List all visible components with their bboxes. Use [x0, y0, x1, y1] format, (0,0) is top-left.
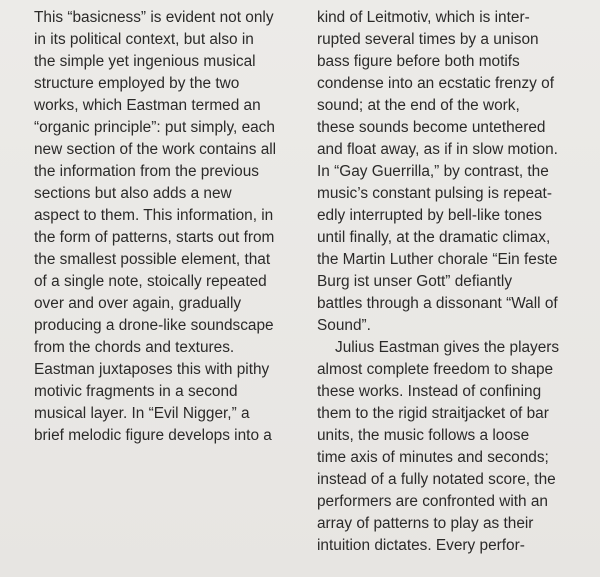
- text-line: “organic principle”: put simply, each: [34, 119, 275, 136]
- text-line: performers are confronted with an: [317, 493, 548, 510]
- text-line: time axis of minutes and seconds;: [317, 449, 549, 466]
- text-line: in its political context, but also in: [34, 31, 254, 48]
- text-line: units, the music follows a loose: [317, 427, 530, 444]
- text-line: and float away, as if in slow motion.: [317, 141, 558, 158]
- text-line: sound; at the end of the work,: [317, 97, 520, 114]
- left-text-column: [34, 7, 302, 447]
- text-line: rupted several times by a unison: [317, 31, 539, 48]
- paragraph-first-line: Julius Eastman gives the players: [335, 339, 560, 356]
- text-line: over and over again, gradually: [34, 295, 242, 312]
- text-line: these sounds become untethered: [317, 119, 546, 136]
- text-line: aspect to them. This information, in: [34, 207, 274, 224]
- text-line: motivic fragments in a second: [34, 383, 238, 400]
- text-line: bass figure before both motifs: [317, 53, 520, 70]
- text-line: sections but also adds a new: [34, 185, 232, 202]
- text-line: the smallest possible element, that: [34, 251, 271, 268]
- text-line: works, which Eastman termed an: [34, 97, 261, 114]
- text-line: instead of a fully notated score, the: [317, 471, 556, 488]
- text-line: the simple yet ingenious musical: [34, 53, 256, 70]
- text-line: edly interrupted by bell-like tones: [317, 207, 542, 224]
- text-line: brief melodic figure develops into a: [34, 427, 272, 444]
- text-line: In “Gay Guerrilla,” by contrast, the: [317, 163, 549, 180]
- right-text-column: [317, 7, 589, 557]
- text-line: producing a drone-like soundscape: [34, 317, 274, 334]
- text-line: battles through a dissonant “Wall of: [317, 295, 558, 312]
- text-line: condense into an ecstatic frenzy of: [317, 75, 554, 92]
- text-line: array of patterns to play as their: [317, 515, 534, 532]
- text-line: intuition dictates. Every perfor-: [317, 537, 525, 554]
- text-line: from the chords and textures.: [34, 339, 235, 356]
- text-line: of a single note, stoically repeated: [34, 273, 267, 290]
- text-line: Eastman juxtaposes this with pithy: [34, 361, 270, 378]
- text-line: Sound”.: [317, 317, 371, 334]
- text-line: music’s constant pulsing is repeat-: [317, 185, 552, 202]
- text-line: musical layer. In “Evil Nigger,” a: [34, 405, 250, 422]
- text-line: these works. Instead of confining: [317, 383, 542, 400]
- text-line: them to the rigid straitjacket of bar: [317, 405, 549, 422]
- text-line: This “basicness” is evident not only: [34, 9, 274, 26]
- text-line: Burg ist unser Gott” defiantly: [317, 273, 513, 290]
- text-line: the Martin Luther chorale “Ein feste: [317, 251, 558, 268]
- text-line: until finally, at the dramatic climax,: [317, 229, 551, 246]
- text-line: structure employed by the two: [34, 75, 240, 92]
- text-line: the form of patterns, starts out from: [34, 229, 275, 246]
- text-line: kind of Leitmotiv, which is inter-: [317, 9, 530, 26]
- text-line: almost complete freedom to shape: [317, 361, 554, 378]
- text-line: the information from the previous: [34, 163, 259, 180]
- text-line: new section of the work contains all: [34, 141, 277, 158]
